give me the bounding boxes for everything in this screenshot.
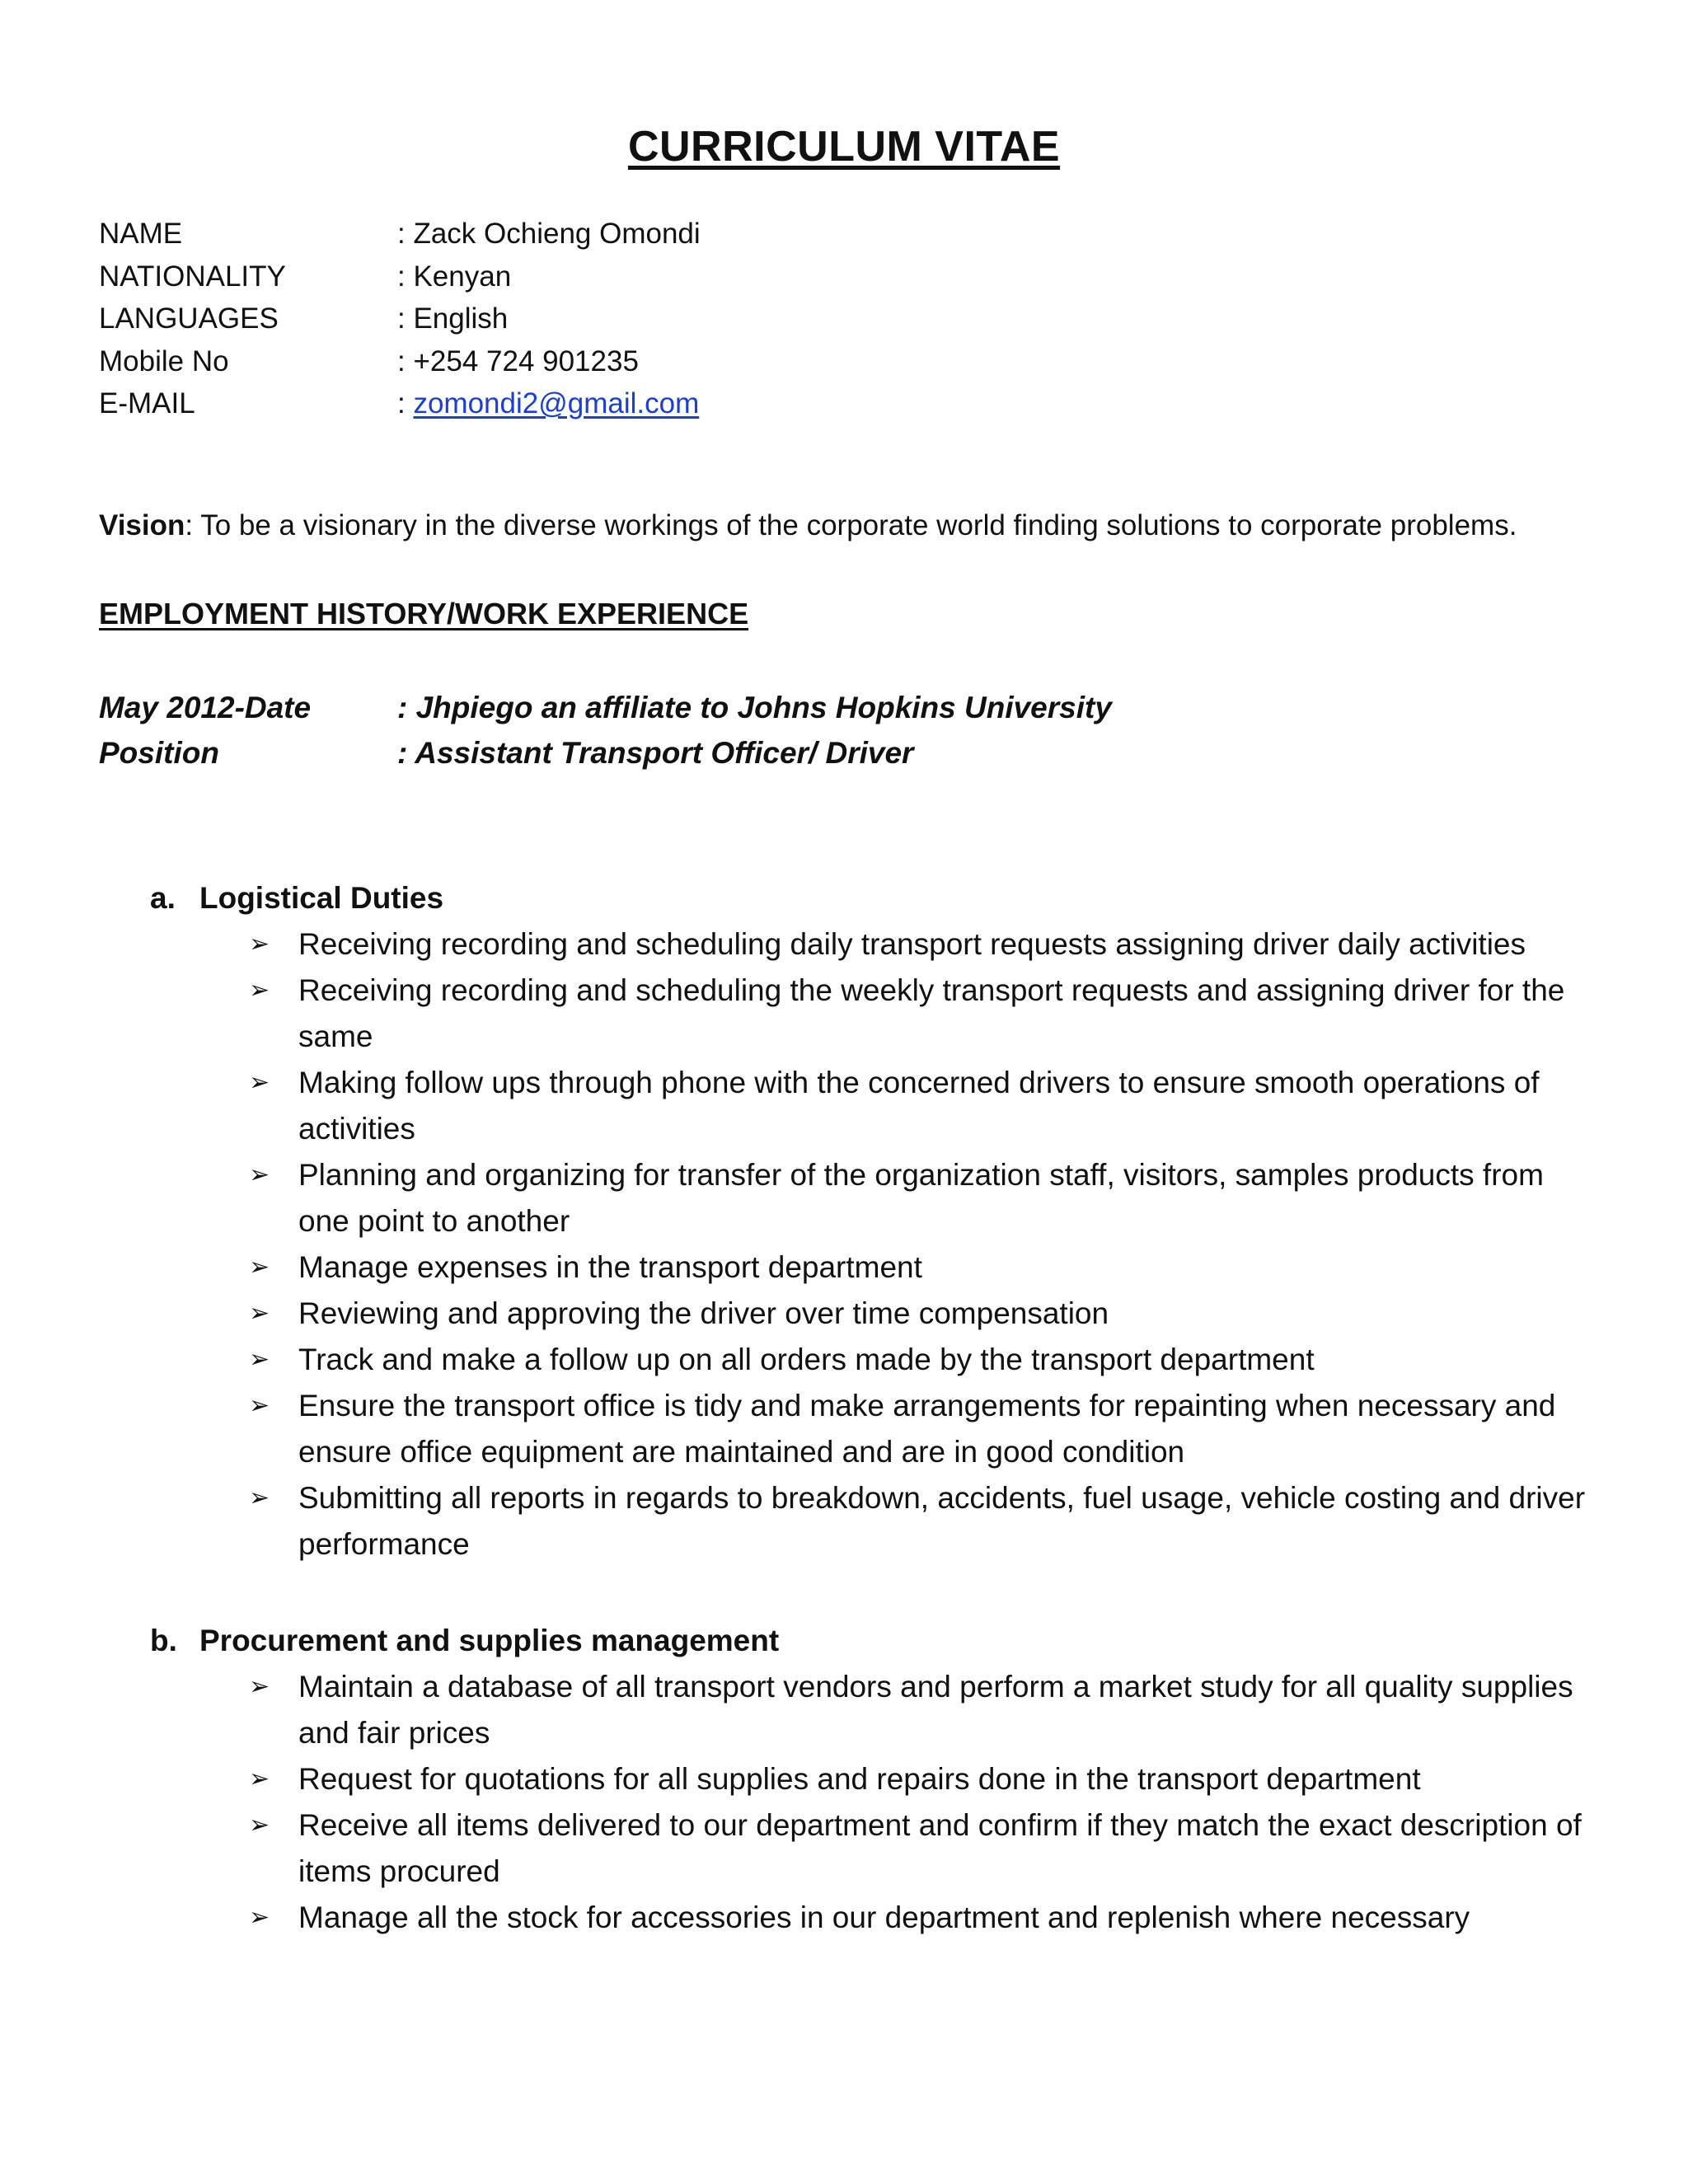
info-value: : +254 724 901235 [397,344,639,377]
list-item-text: Maintain a database of all transport vendors and perform a market study for all quality supplies and fair prices [298,1670,1573,1750]
list-item-text: Reviewing and approving the driver over time compensation [298,1296,1109,1330]
list-item [249,1152,1601,1244]
job-period-label: May 2012-Date [99,691,312,724]
list-item [249,1244,1601,1291]
info-value [397,382,699,425]
info-label: NAME [99,218,183,250]
list-item-text: Ensure the transport office is tidy and make arrangements for repainting when necessary and ensure office equipment are maintained and are in good condition [298,1389,1556,1469]
arrow-bullet-icon: ➢ [249,1161,270,1188]
list-item [249,1337,1601,1383]
list-item-text: Manage expenses in the transport department [298,1250,922,1284]
list-item [249,1756,1601,1802]
vision-statement [99,509,1517,542]
arrow-bullet-icon: ➢ [249,1254,270,1281]
list-item-text: Receiving recording and scheduling the weekly transport requests and assigning driver for the same [298,973,1565,1053]
list-item [249,1291,1601,1337]
arrow-bullet-icon: ➢ [249,1673,270,1700]
arrow-bullet-icon: ➢ [249,1069,270,1096]
duty-heading [150,875,1502,921]
job-position: : Assistant Transport Officer/ Driver [397,736,914,770]
arrow-bullet-icon: ➢ [249,1904,270,1931]
list-item [249,1802,1601,1895]
list-item-text: Track and make a follow up on all orders made by the transport department [298,1343,1315,1376]
duties-section-a [150,875,1586,1568]
job-employer: : Jhpiego an affiliate to Johns Hopkins University [397,691,1112,724]
list-item [249,1060,1601,1152]
info-value: : English [397,302,509,335]
vision-label: Vision [99,509,185,541]
employment-heading: EMPLOYMENT HISTORY/WORK EXPERIENCE [99,597,749,630]
arrow-bullet-icon: ➢ [249,977,270,1004]
duty-heading [150,1618,1502,1664]
duties-section-b [150,1618,1582,1941]
info-label: LANGUAGES [99,302,279,335]
list-item-text: Making follow ups through phone with the concerned drivers to ensure smooth operations of activities [298,1066,1540,1146]
info-label: NATIONALITY [99,260,286,293]
email-link[interactable]: zomondi2@gmail.com [413,387,700,419]
arrow-bullet-icon: ➢ [249,1300,270,1327]
info-value: : Kenyan [397,260,512,293]
vision-text: : To be a visionary in the diverse workings of the corporate world finding solutions to corporate problems. [185,509,1517,541]
info-label: E-MAIL [99,387,195,419]
list-item-text: Manage all the stock for accessories in our department and replenish where necessary [298,1900,1470,1934]
duty-list [249,921,1601,1568]
list-item [249,1895,1601,1941]
duty-list [249,1664,1601,1941]
info-label: Mobile No [99,344,229,377]
list-item [249,968,1601,1060]
list-item [249,1664,1601,1756]
list-item-text: Planning and organizing for transfer of the organization staff, visitors, samples products from one point to another [298,1158,1544,1238]
arrow-bullet-icon: ➢ [249,1484,270,1511]
email-prefix: : [397,387,414,419]
arrow-bullet-icon: ➢ [249,1811,270,1839]
arrow-bullet-icon: ➢ [249,930,270,958]
arrow-bullet-icon: ➢ [249,1346,270,1373]
section-letter: a. [150,881,176,915]
section-heading-text: Logistical Duties [199,881,444,915]
section-letter: b. [150,1624,177,1657]
section-heading-text: Procurement and supplies management [199,1624,780,1657]
list-item-text: Submitting all reports in regards to breakdown, accidents, fuel usage, vehicle costing and driver performance [298,1481,1586,1561]
arrow-bullet-icon: ➢ [249,1392,270,1419]
list-item-text: Receiving recording and scheduling daily transport requests assigning driver daily activities [298,927,1526,961]
list-item-text: Receive all items delivered to our department and confirm if they match the exact description of items procured [298,1808,1582,1888]
list-item [249,921,1601,968]
list-item [249,1475,1601,1568]
list-item [249,1383,1601,1475]
list-item-text: Request for quotations for all supplies and repairs done in the transport department [298,1762,1421,1796]
arrow-bullet-icon: ➢ [249,1765,270,1793]
job-position-label: Position [99,736,219,770]
document-title: CURRICULUM VITAE [627,123,1061,171]
info-value: : Zack Ochieng Omondi [397,218,701,250]
